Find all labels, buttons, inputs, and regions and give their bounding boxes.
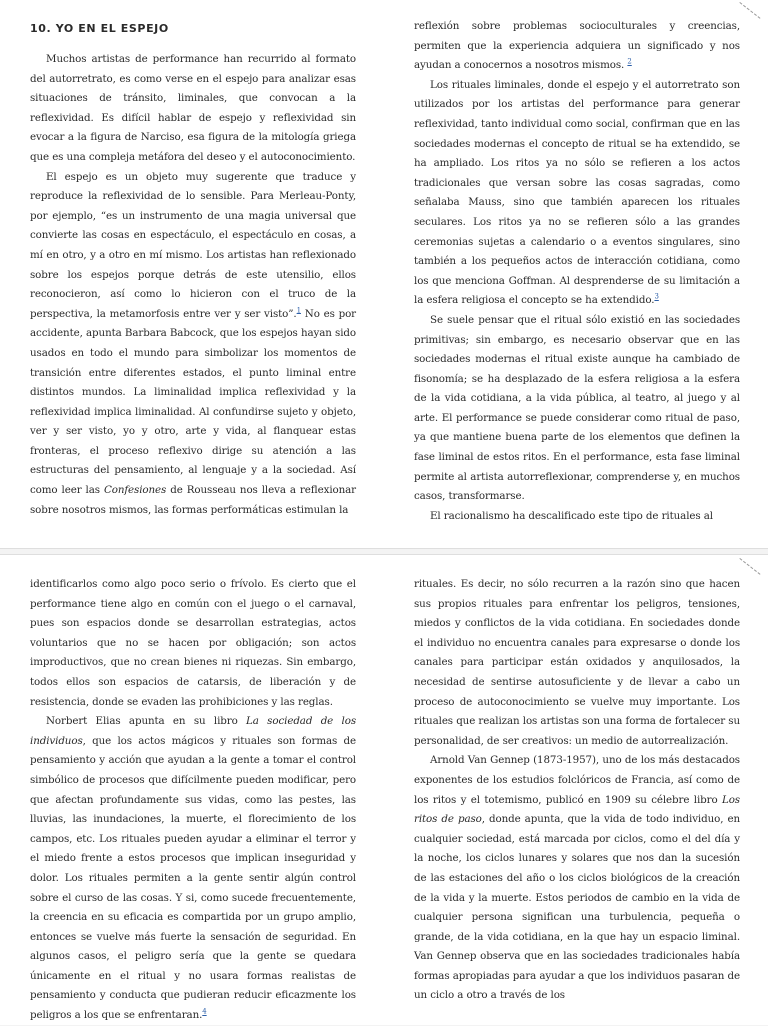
section-heading: 10. YO EN EL ESPEJO	[30, 22, 169, 35]
footnote-link[interactable]: 3	[654, 292, 659, 301]
column-left-bottom	[30, 575, 356, 1026]
column-left-top	[30, 18, 356, 520]
paragraph: rituales. Es decir, no sólo recurren a la razón sino que hacen sus propios rituales para enfrentar los peligros, tensiones, miedos y conflictos de la vida cotidiana. En sociedades donde el individuo no encuentra canales para expresarse o donde los canales para participar están oxidados y anquilosados, la necesidad de sentirse autosuficiente y de llevar a cabo un proceso de autoconocimiento se vuelve muy importante. Los rituales que realizan los artistas son una forma de fortalecer su personalidad, de ser creativos: un medio de autorrealización.	[414, 578, 740, 747]
paragraph: Se suele pensar que el ritual sólo existió en las sociedades primitivas; sin embargo, es necesario observar que en las sociedades modernas el ritual existe aunque ha cambiado de fisonomía; se ha desplazado de la esfera religiosa a la esfera de la vida cotidiana, a la vida pública, al teatro, al juego y al arte. El performance se puede considerar como ritual de paso, ya que mantiene buena parte de los elementos que definen la fase liminal de estos ritos. En el performance, esta fase liminal permite al artista autorreflexionar, comprenderse y, en muchos casos, transformarse.	[414, 313, 740, 503]
paragraph: Norbert Elias apunta en su libro La sociedad de los individuos, que los actos mágicos y rituales son formas de pensamiento y acción que ayudan a la gente a tomar el control simbólico de procesos que difícilmente pueden modificar, pero que afectan profundamente sus vidas, como las pestes, las lluvias, las inundaciones, la muerte, el florecimiento de los campos, etc. Los rituales pueden ayudar a eliminar el terror y el miedo frente a estos procesos que implican inseguridad y dolor. Los rituales permiten a la gente sentir algún control sobre el curso de las cosas. Y si, como sucede frecuentemente, la creencia en su eficacia es compartida por un grupo amplio, entonces se vuelve más fuerte la sensación de seguridad. En algunos casos, el peligro sería que la gente se quedara únicamente en el ritual y no usara formas realistas de pensamiento y conducta que pudieran reducir eficazmente los peligros a los que se enfrentaran.$^4$	[30, 715, 357, 1022]
column-right-bottom	[414, 575, 740, 1006]
paragraph: Arnold Van Gennep (1873-1957), uno de los más destacados exponentes de los estudios folclóricos de Francia, así como de los ritos y el totemismo, publicó en 1909 su célebre libro Los ritos de paso, donde apunta, que la vida de todo individuo, en cualquier sociedad, está marcada por ciclos, como el del día y la noche, los ciclos lunares y solares que nos dan la sucesión de las estaciones del año o los ciclos biológicos de la creación de la vida y la muerte. Estos periodos de cambio en la vida de cualquier persona significan una turbulencia, pequeña o grande, de la vida cotidiana, en la que hay un espacio liminal. Van Gennep observa que en las sociedades tradicionales había formas apropiadas para ayudar a que los individuos pasaran de un ciclo a otro a través de los	[414, 754, 740, 1002]
paragraph: identificarlos como algo poco serio o frívolo. Es cierto que el performance tiene algo en común con el juego o el carnaval, pues son espacios donde se desarrollan estrategias, actos voluntarios que no se hacen por obligación; son actos improductivos, que no crean bienes ni riquezas. Sin embargo, todos ellos son espacios de catarsis, de liberación y de resistencia, donde se evaden las prohibiciones y las reglas.	[30, 578, 356, 708]
paragraph: El espejo es un objeto muy sugerente que traduce y reproduce la reflexividad de lo sensible. Para Merleau-Ponty, por ejemplo, “es un instrumento de una magia universal que convierte las cosas en espectáculo, el espectáculo en cosas, a mí en otro, y a otro en mí mismo. Los artistas han reflexionado sobre los espejos porque detrás de este utensilio, ellos reconocieron, así como lo hicieron con el truco de la perspectiva, la metamorfosis entre ver y ser visto”.$^1$ No es por accidente, apunta Barbara Babcock, que los espejos hayan sido usados en todo el mundo para simbolizar los momentos de transición entre diferentes estados, el punto liminal entre distintos mundos. La liminalidad implica reflexividad y la reflexividad implica liminalidad. Al confundirse sujeto y objeto, ver y ser visto, yo y otro, arte y vida, al flanquear estas fronteras, el proceso reflexivo dirige su atención a las estructuras del pensamiento, al lenguaje y a la sociedad. Así como leer las Confesiones de Rousseau nos lleva a reflexionar sobre nosotros mismos, las formas performáticas estimulan la	[30, 170, 357, 516]
paragraph: Los rituales liminales, donde el espejo y el autorretrato son utilizados por los artistas del performance para generar reflexividad, tanto individual como social, confirman que en las sociedades modernas el concepto de ritual se ha extendido, se ha ampliado. Los ritos ya no sólo se refieren a los actos tradicionales que versan sobre las cosas sagradas, como señalaba Mauss, sino que también aparecen los rituales seculares. Los ritos ya no se refieren sólo a las grandes ceremonias sujetas a calendario o a eventos singulares, sino también a los pequeños actos de interacción cotidiana, como los que menciona Goffman. Al desprenderse de su limitación a la esfera religiosa el concepto se ha extendido.$^3$	[414, 78, 740, 307]
paragraph: Muchos artistas de performance han recurrido al formato del autorretrato, es como verse en el espejo para analizar esas situaciones de tránsito, liminales, que convocan a la reflexividad. Es difícil hablar de espejo y reflexividad sin evocar a la figura de Narciso, esa figura de la mitología griega que es una compleja metáfora del deseo y el autoconocimiento.	[30, 53, 356, 163]
paragraph: El racionalismo ha descalificado este tipo de rituales al	[430, 509, 713, 522]
footnote-link[interactable]: 4	[202, 1007, 207, 1016]
page-spread-bottom	[0, 554, 768, 1025]
paragraph: reflexión sobre problemas socioculturales y creencias, permiten que la experiencia adquiera un significado y nos ayudan a conocernos a nosotros mismos. $^2$	[414, 20, 740, 72]
column-right-top	[414, 17, 740, 526]
footnote-link[interactable]: 1	[296, 306, 301, 315]
footnote-link[interactable]: 2	[627, 57, 632, 66]
